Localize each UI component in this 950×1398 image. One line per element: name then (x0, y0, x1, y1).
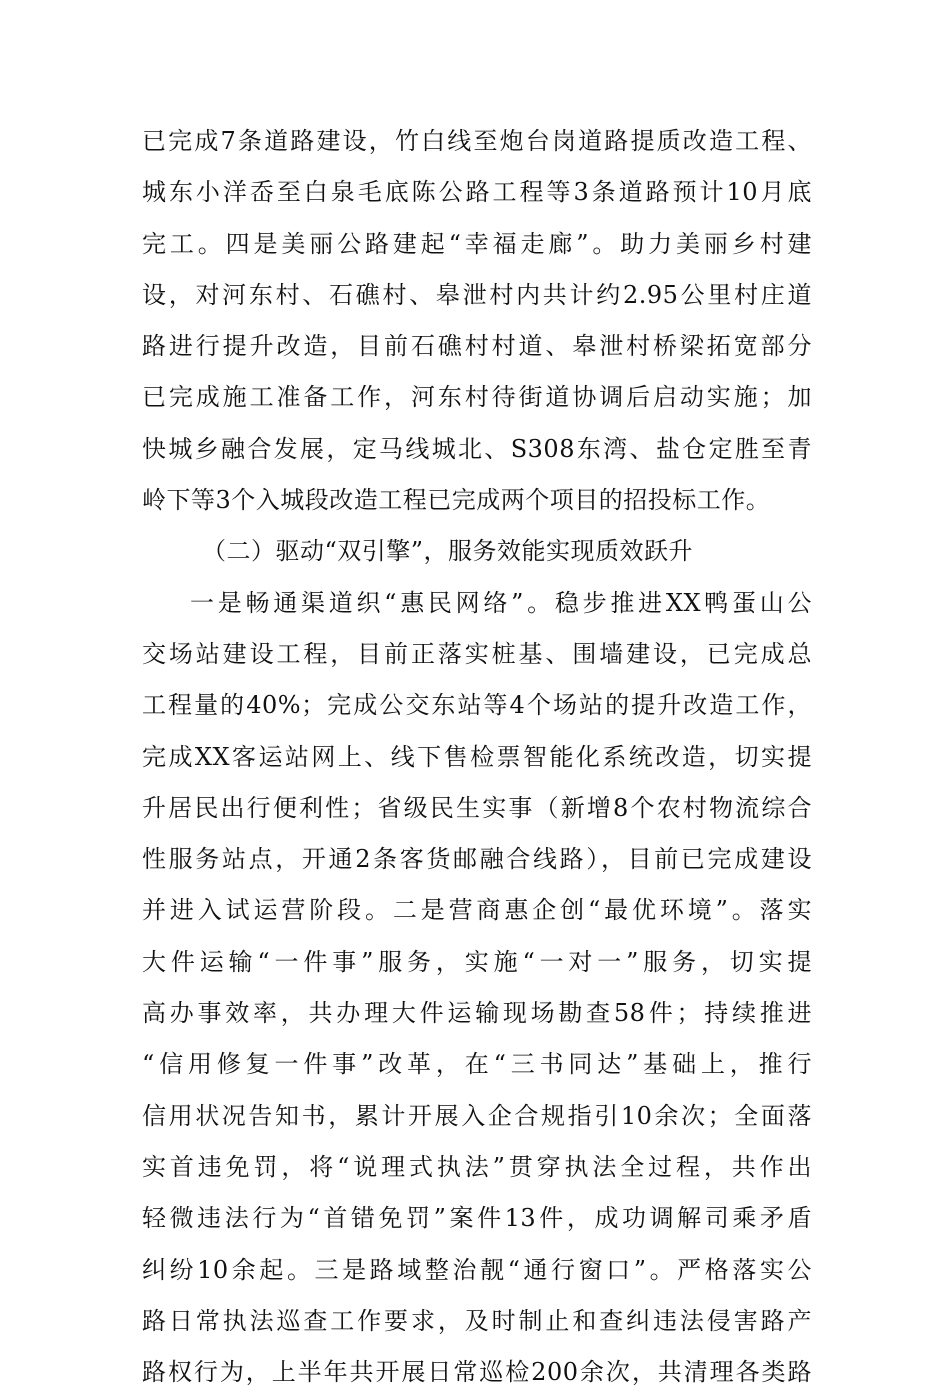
text-line: 城东小洋岙至白泉毛底陈公路工程等3条道路预计10月底 (142, 178, 812, 207)
text-line: 大件运输“一件事”服务，实施“一对一”服务，切实提 (142, 947, 812, 976)
text-line: 高办事效率，共办理大件运输现场勘查58件；持续推进 (142, 999, 812, 1028)
text-line: “信用修复一件事”改革，在“三书同达”基础上，推行 (142, 1050, 812, 1079)
text-line: 交场站建设工程，目前正落实桩基、围墙建设，已完成总 (142, 639, 812, 668)
text-line: 设，对河东村、石礁村、皋泄村内共计约2.95公里村庄道 (142, 280, 812, 309)
text-line: 信用状况告知书，累计开展入企合规指引10余次；全面落 (142, 1101, 812, 1130)
paragraph-first-line: 一是畅通渠道织“惠民网络”。稳步推进XX鸭蛋山公 (190, 588, 812, 617)
text-line: 升居民出行便利性；省级民生实事（新增8个农村物流综合 (142, 793, 812, 822)
section-heading: （二）驱动“双引擎”，服务效能实现质效跃升 (202, 537, 694, 566)
text-line: 路进行提升改造，目前石礁村村道、皋泄村桥梁拓宽部分 (142, 332, 812, 361)
text-line: 工程量的40%；完成公交东站等4个场站的提升改造工作， (142, 691, 812, 720)
text-line: 已完成7条道路建设，竹白线至炮台岗道路提质改造工程、 (142, 127, 812, 155)
text-line: 已完成施工准备工作，河东村待街道协调后启动实施；加 (142, 383, 812, 412)
body-text (142, 116, 812, 1398)
text-line: 性服务站点，开通2条客货邮融合线路），目前已完成建设 (142, 845, 812, 874)
text-line: 快城乡融合发展，定马线城北、S308东湾、盐仓定胜至青 (142, 434, 812, 463)
text-line: 并进入试运营阶段。二是营商惠企创“最优环境”。落实 (142, 896, 812, 925)
text-line: 实首违免罚，将“说理式执法”贯穿执法全过程，共作出 (142, 1152, 812, 1181)
text-line: 路权行为，上半年共开展日常巡检200余次，共清理各类路 (142, 1358, 812, 1387)
text-line: 岭下等3个入城段改造工程已完成两个项目的招投标工作。 (142, 486, 771, 515)
text-line: 轻微违法行为“首错免罚”案件13件，成功调解司乘矛盾 (142, 1204, 812, 1233)
text-line: 纠纷10余起。三是路域整治靓“通行窗口”。严格落实公 (142, 1255, 812, 1284)
text-line: 完工。四是美丽公路建起“幸福走廊”。助力美丽乡村建 (142, 229, 812, 258)
text-line: 路日常执法巡查工作要求，及时制止和查纠违法侵害路产 (142, 1306, 812, 1335)
text-line: 完成XX客运站网上、线下售检票智能化系统改造，切实提 (142, 742, 812, 771)
